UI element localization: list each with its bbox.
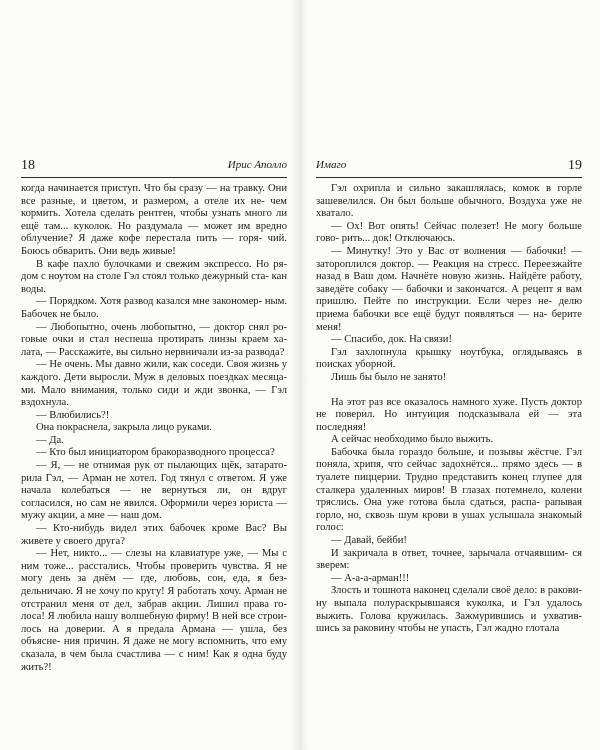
paragraph: — Кто-нибудь видел этих бабочек кроме Вас? Вы живете у своего друга?	[21, 523, 287, 547]
paragraph: — Ох! Вот опять! Сейчас полезет! Не могу больше гово- рить... док! Отключаюсь.	[316, 220, 582, 245]
paragraph: Гэл захлопнула крышку ноутбука, оглядываясь в поисках уборной.	[316, 346, 582, 371]
paragraph: — Любопытно, очень любопытно, — доктор снял ро- говые очки и стал неспеша протирать линзы краем ха- лата, — Расскажите, вы сильно нервничали из-за развода?	[21, 321, 287, 358]
paragraph: — Нет, никто... — слезы на клавиатуре уже, — Мы с ним тоже... расстались. Чтобы проверить чувства. Я не могу день за днём — где, любовь, сон, еда, я без- дельничаю. Я не хочу по кругу! Я работать хочу. Арман не отстранил меня от дел, забрав акции. Лишил права го- лоса! Я любила нашу волшебную фирму! В ней все строи- лось на доверии. А я предала Армана — ушла, без объясне- ния причин. Я даже не могу вспомнить, что ему сказала, в чем была счастлива — с ним! Как я одна буду жить?!	[21, 548, 287, 673]
right-page-body	[316, 183, 582, 636]
paragraph: На этот раз все оказалось намного хуже. Пусть доктор не поверил. Но интуиция подсказывала ей — эта последняя!	[316, 396, 582, 433]
paragraph: В кафе пахло булочками и свежим экспрессо. Но ря- дом с ноутом на столе Гэл стоял только дежурный ста- кан воды.	[21, 258, 287, 295]
paragraph: Лишь бы было не занято!	[331, 371, 447, 383]
paragraph: — Давай, бейби!	[331, 535, 407, 547]
paragraph: Она покраснела, закрыла лицо руками.	[36, 422, 212, 434]
section-break	[316, 385, 582, 397]
right-page-header	[316, 158, 582, 174]
left-page-number: 18	[21, 158, 35, 173]
left-page-header	[21, 158, 287, 174]
paragraph: — А-а-а-арман!!!	[331, 572, 410, 584]
paragraph: Гэл охрипла и сильно закашлялась, комок в горле зашевелился. Он был больше обычного. Воздуха уже не хватало.	[316, 183, 582, 220]
right-page	[300, 0, 600, 750]
paragraph: — Я, — не отнимая рук от пылающих щёк, затарато- рила Гэл, — Арман не хотел. Год тянул с ответом. Я уже начала колебаться — не вернуться ли, он вдруг согласился, но сам не явился. Оформили через юриста — мужу акции, а мне — наш дом.	[21, 460, 287, 522]
paragraph: — Спасибо, док. На связи!	[331, 334, 452, 346]
paragraph: А сейчас необходимо было выжить.	[331, 434, 494, 446]
right-header-rule	[316, 177, 582, 178]
left-header-rule	[21, 177, 287, 178]
paragraph: Злость и тошнота наконец сделали своё дело: в ракови- ну выпала полураскрывшаяся куколка, и Гэл удалось выжить. Голова кружилась. Зажмурившись и ухватив- шись за раковину чтобы не упасть, Гэл жадно глотала	[316, 585, 582, 635]
paragraph: — Не очень. Мы давно жили, как соседи. Своя жизнь у каждого. Дети выросли. Муж в деловых поездках месяца- ми. Мало внимания, только сиди и жди звонка, — Гэл вздохнула.	[21, 359, 287, 409]
paragraph: — Да.	[36, 434, 64, 446]
paragraph: — Кто был инициатором бракоразводного процесса?	[36, 447, 275, 459]
paragraph: — Минутку! Это у Вас от волнения — бабочки! — затороплился доктор. — Реакция на стресс. Переезжайте назад в Ваш дом. Начнёте новую жизнь. Найдёте работу, заведёте собаку — бабочки и закончатся. А рецепт я вам пришлю. Пейте по инструкции. Если через не- делю приема бабочки все ещё будут появляться — на- берите меня!	[316, 245, 582, 333]
book-gutter	[291, 0, 309, 750]
paragraph: — Влюбились?!	[36, 409, 110, 421]
right-page-number: 19	[568, 158, 582, 173]
left-running-head: Ирис Аполло	[227, 159, 287, 171]
paragraph: — Порядком. Хотя развод казался мне закономер- ным. Бабочек не было.	[21, 296, 287, 320]
paragraph: когда начинается приступ. Что бы сразу — на травку. Они все разные, и цветом, и размером, а отеле их не- чем кормить. Хотела сделать рентген, чтобы узнать много ли ещё там... куколок. Но раздумала — может им вредно облучение? Я даже кофе перестала пить — горя- чий. Боюсь обварить. Они ведь живые!	[21, 183, 287, 257]
left-page-body	[21, 183, 287, 674]
paragraph: Бабочка была гораздо больше, и позывы жёстче. Гэл поняла, хрипя, что сейчас задохнётся... прямо здесь — в туалете пиццерии. Трудно представить конец глупее для сталкера удаленных миров! В глазах потемнело, колени тряслись. Она уже готова была сдаться, распа- рапывая горло, но, сквозь шум крови в ушах услышала знакомый голос:	[316, 446, 582, 534]
right-running-head: Имаго	[316, 159, 347, 171]
paragraph: И закричала в ответ, точнее, зарычала отчаявшим- ся зверем:	[316, 547, 582, 572]
